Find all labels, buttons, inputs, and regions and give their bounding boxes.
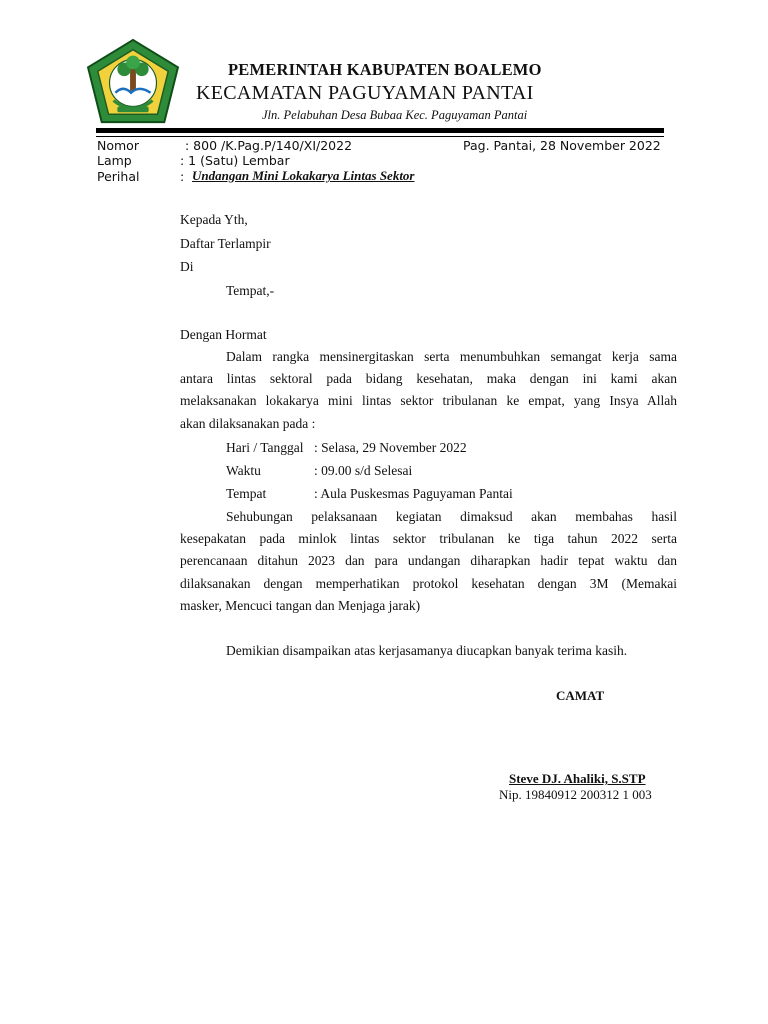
lamp-value: : 1 (Satu) Lembar bbox=[180, 153, 290, 168]
signatory-title: CAMAT bbox=[556, 688, 605, 703]
detail-value-place: : Aula Puskesmas Paguyaman Pantai bbox=[314, 486, 513, 501]
signatory-name: Steve DJ. Ahaliki, S.STP bbox=[509, 771, 646, 786]
paragraph-line: kesepakatan pada minlok lintas sektor tribulanan ke tiga tahun 2022 serta bbox=[180, 531, 677, 547]
lamp-label: Lamp bbox=[97, 153, 132, 168]
address-to: Kepada Yth, bbox=[180, 212, 248, 227]
government-title: PEMERINTAH KABUPATEN BOALEMO bbox=[228, 60, 542, 79]
address-di: Di bbox=[180, 259, 194, 274]
paragraph-line: melaksanakan lokakarya mini lintas sektor tribulanan ke empat, yang Insya Allah bbox=[180, 393, 677, 409]
place-date: Pag. Pantai, 28 November 2022 bbox=[463, 138, 661, 153]
paragraph-line: masker, Mencuci tangan dan Menjaga jarak) bbox=[180, 597, 421, 613]
nomor-value: : 800 /K.Pag.P/140/XI/2022 bbox=[185, 138, 353, 153]
detail-label-date: Hari / Tanggal bbox=[226, 440, 304, 455]
paragraph-line: Dalam rangka mensinergitaskan serta menumbuhkan semangat kerja sama bbox=[226, 349, 677, 364]
paragraph-line: perencanaan ditahun 2023 dan para undangan diharapkan hadir tepat waktu dan bbox=[180, 553, 677, 569]
nomor-label: Nomor bbox=[97, 138, 139, 153]
detail-label-place: Tempat bbox=[226, 486, 267, 501]
paragraph-agenda bbox=[180, 506, 677, 617]
district-title: KECAMATAN PAGUYAMAN PANTAI bbox=[196, 82, 534, 104]
detail-value-date: : Selasa, 29 November 2022 bbox=[314, 440, 467, 455]
paragraph-line: antara lintas sektoral pada bidang kesehatan, maka dengan ini kami akan bbox=[180, 371, 677, 387]
paragraph-line: Sehubungan pelaksanaan kegiatan dimaksud akan membahas hasil bbox=[226, 509, 677, 524]
boalemo-regency-emblem-icon bbox=[84, 38, 182, 126]
paragraph-line: akan dilaksanakan pada : bbox=[180, 415, 316, 431]
address-tempat: Tempat,- bbox=[226, 283, 275, 298]
perihal-label: Perihal bbox=[97, 169, 140, 184]
detail-value-time: : 09.00 s/d Selesai bbox=[314, 463, 413, 478]
salutation: Dengan Hormat bbox=[180, 327, 267, 342]
paragraph-opening bbox=[180, 346, 677, 435]
signatory-nip: Nip. 19840912 200312 1 003 bbox=[499, 787, 652, 802]
closing-sentence: Demikian disampaikan atas kerjasamanya diucapkan banyak terima kasih. bbox=[226, 643, 628, 658]
letterhead-divider-thick bbox=[96, 128, 664, 133]
office-address: Jln. Pelabuhan Desa Bubaa Kec. Paguyaman Pantai bbox=[262, 108, 528, 122]
perihal-colon: : bbox=[180, 169, 185, 184]
address-recipient: Daftar Terlampir bbox=[180, 236, 271, 251]
paragraph-line: dilaksanakan dengan memperhatikan protokol kesehatan dengan 3M (Memakai bbox=[180, 575, 677, 591]
letterhead-divider-thin bbox=[96, 136, 664, 137]
perihal-value: Undangan Mini Lokakarya Lintas Sektor bbox=[192, 168, 415, 183]
detail-label-time: Waktu bbox=[226, 463, 261, 478]
